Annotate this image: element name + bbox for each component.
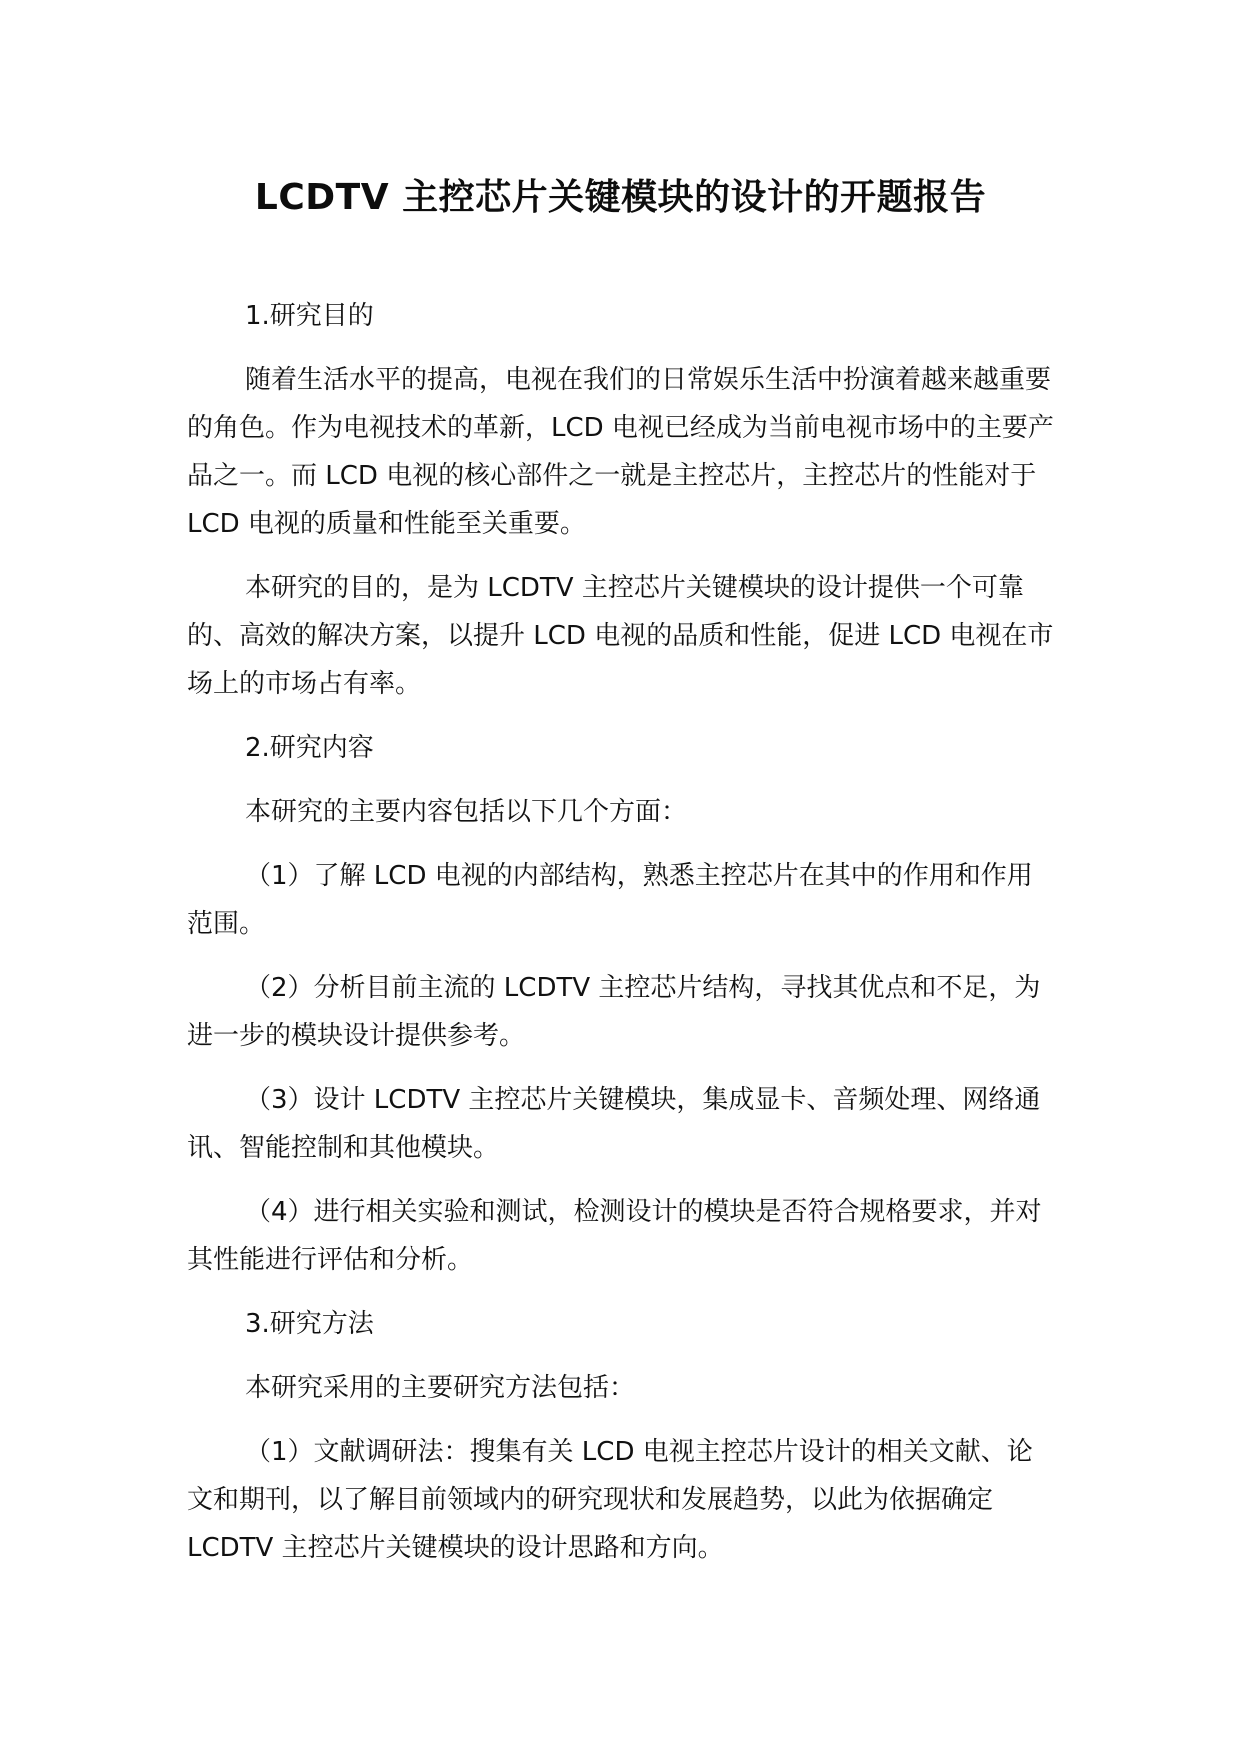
document-title: LCDTV 主控芯片关键模块的设计的开题报告 [254, 177, 987, 218]
paragraph-method-intro: 本研究采用的主要研究方法包括： [245, 1373, 636, 1403]
section-heading-content: 2.研究内容 [245, 733, 374, 763]
list-item-method-1: （1）文献调研法：搜集有关 LCD 电视主控芯片设计的相关文献、论文和期刊，以了解目前领域内的研究现状和发展趋势，以此为依据确定 LCDTV 主控芯片关键模块的设计思路和方向。 [187, 1437, 1033, 1563]
list-item-content-1: （1）了解 LCD 电视的内部结构，熟悉主控芯片在其中的作用和作用范围。 [187, 861, 1033, 939]
paragraph-purpose: 本研究的目的，是为 LCDTV 主控芯片关键模块的设计提供一个可靠的、高效的解决方案，以提升 LCD 电视的品质和性能，促进 LCD 电视在市场上的市场占有率。 [187, 573, 1054, 699]
list-item-content-4: （4）进行相关实验和测试，检测设计的模块是否符合规格要求，并对其性能进行评估和分析。 [187, 1197, 1042, 1275]
document-body [187, 292, 1057, 1588]
list-item-content-2: （2）分析目前主流的 LCDTV 主控芯片结构，寻找其优点和不足，为进一步的模块设计提供参考。 [187, 973, 1041, 1051]
paragraph-background: 随着生活水平的提高，电视在我们的日常娱乐生活中扮演着越来越重要的角色。作为电视技术的革新，LCD 电视已经成为当前电视市场中的主要产品之一。而 LCD 电视的核心部件之一就是主控芯片，主控芯片的性能对于 LCD 电视的质量和性能至关重要。 [187, 365, 1054, 539]
list-item-content-3: （3）设计 LCDTV 主控芯片关键模块，集成显卡、音频处理、网络通讯、智能控制和其他模块。 [187, 1085, 1041, 1163]
section-heading-method: 3.研究方法 [245, 1309, 374, 1339]
section-heading-purpose: 1.研究目的 [245, 301, 374, 331]
paragraph-content-intro: 本研究的主要内容包括以下几个方面： [245, 797, 688, 827]
